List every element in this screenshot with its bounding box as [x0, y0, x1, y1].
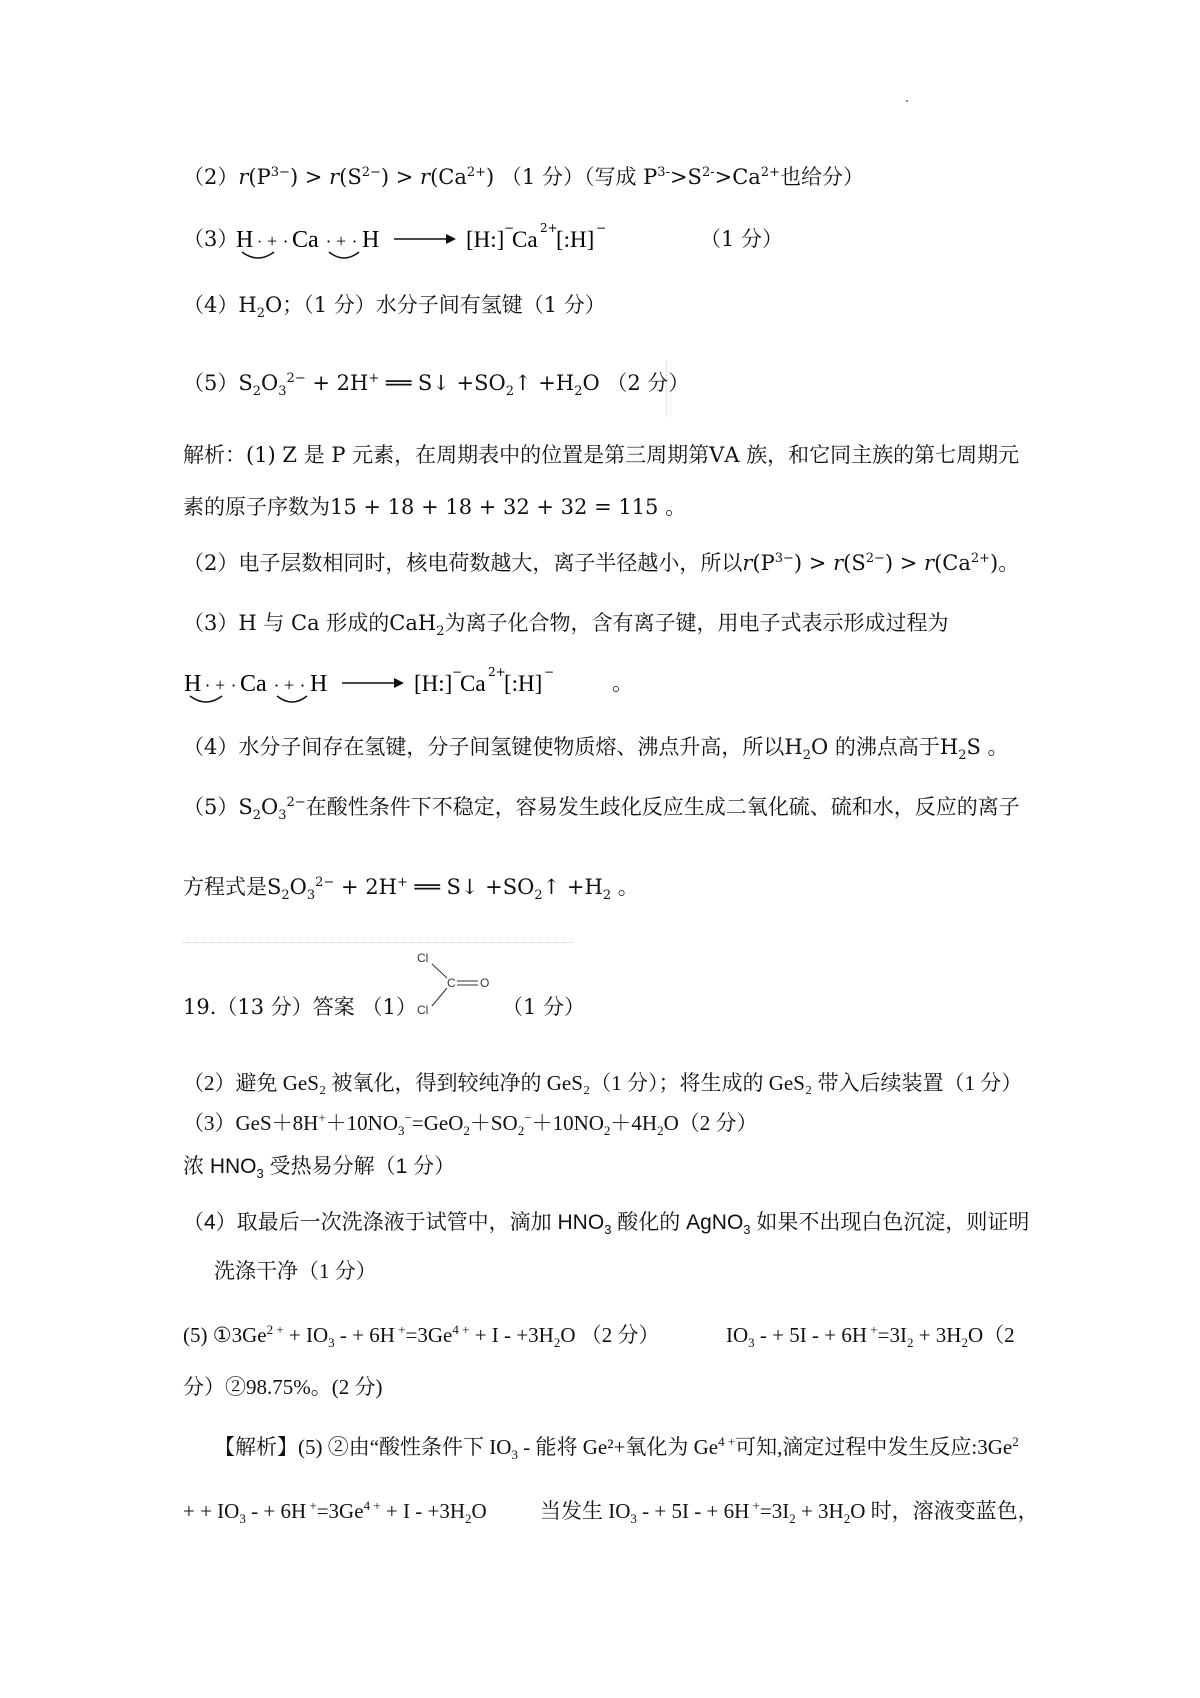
subscript: 3 — [239, 1511, 246, 1527]
formula: O （2 分） — [582, 371, 690, 395]
subscript: 3 — [398, 1123, 405, 1139]
cocl2-structure — [412, 948, 502, 1022]
charge: 3− — [270, 165, 290, 180]
charge: − — [404, 1110, 412, 1125]
subscript: 3 — [743, 1222, 751, 1238]
subscript: 2 — [802, 748, 811, 764]
label: （5） — [183, 371, 239, 395]
text: 当发生 IO — [540, 1499, 631, 1523]
text: 在酸性条件下不稳定，容易发生歧化反应生成二氧化硫、硫和水，反应的离子 — [305, 795, 1020, 819]
formula: + 2H — [305, 371, 369, 395]
formula: - + 6H — [334, 1323, 395, 1347]
formula: ＋10NO — [531, 1111, 604, 1135]
text: （5） — [183, 795, 239, 819]
formula: H — [784, 735, 803, 759]
formula: =3I — [759, 1499, 790, 1523]
subscript: 3 — [604, 1222, 612, 1238]
charge: 2− — [315, 875, 335, 890]
formula: O — [261, 371, 279, 395]
subscript: 3 — [630, 1511, 637, 1527]
formula: (5) ①3Ge — [183, 1323, 267, 1347]
text: （2）电子层数相同时，核电荷数越大，离子半径越小，所以 — [183, 551, 743, 575]
charge: 2+ — [760, 165, 780, 180]
o-atom: O — [480, 976, 490, 990]
answer-3 — [183, 224, 238, 254]
electron-dot: · — [352, 232, 358, 251]
q19-part-3 — [183, 1108, 758, 1138]
formula: IO — [726, 1323, 749, 1347]
answer-3-score — [700, 224, 783, 254]
formula: + + IO — [183, 1499, 240, 1523]
subscript: 2 — [603, 1123, 611, 1139]
plus: + — [267, 231, 278, 251]
ca-atom: Ca — [240, 671, 267, 697]
charge: 2+ — [540, 221, 558, 235]
ion: S — [347, 165, 362, 189]
formula: + 3H — [795, 1499, 844, 1523]
electron-formula-2 — [182, 664, 622, 714]
charge: − — [596, 221, 607, 235]
formula: =3Ge — [316, 1499, 364, 1523]
text: 为离子化合物，含有离子键，用电子式表示形成过程为 — [444, 611, 949, 635]
subscript: 3 — [256, 1166, 264, 1182]
scan-artifact-line — [666, 360, 667, 418]
text: 。 — [998, 551, 1020, 575]
subscript: 2 — [505, 384, 515, 400]
label: （3） — [183, 227, 239, 251]
formula: + I - +3H — [380, 1499, 465, 1523]
subscript: 2 — [657, 1123, 664, 1139]
formula: O — [289, 875, 307, 899]
formula: + 2H — [334, 875, 397, 899]
formula: =3Ge — [405, 1323, 453, 1347]
product-h: [:H] — [504, 671, 543, 696]
subscript: 3 — [278, 384, 287, 400]
subscript: 3 — [278, 808, 287, 824]
charge: 2 + — [266, 1322, 284, 1337]
q19-analysis-2 — [183, 1496, 487, 1526]
formula: - + 5I - + 6H — [754, 1323, 868, 1347]
electron-dot: · — [257, 234, 263, 251]
formula: O（2 — [967, 1323, 1015, 1347]
curved-arrow-icon — [329, 252, 359, 258]
charge: 2− — [286, 795, 306, 810]
formula: S — [238, 371, 253, 395]
product-h: [H:] — [414, 671, 453, 696]
text: 浓 HNO — [183, 1155, 257, 1178]
q19-part-4-cont: 洗涤干净（1 分） — [214, 1259, 377, 1283]
charge: 2− — [286, 371, 306, 386]
equals: ══ — [379, 371, 418, 395]
charge: 2+ — [488, 665, 506, 679]
formula: ＋4H — [610, 1111, 658, 1135]
charge: 2− — [361, 165, 381, 180]
formula: ↑ +H — [514, 371, 575, 395]
q19-head — [183, 992, 417, 1022]
formula: S↓ +SO — [417, 371, 506, 395]
text: 方程式是 — [183, 875, 267, 899]
subscript: 2 — [256, 306, 265, 322]
note: >S — [669, 165, 702, 189]
q19-score — [502, 992, 585, 1022]
subscript: 2 — [534, 888, 543, 904]
plus: + — [336, 231, 347, 251]
score: （1 分） — [502, 995, 586, 1019]
product-h: [:H] — [556, 227, 595, 252]
arrow-head-icon — [446, 234, 456, 244]
label: （4） — [183, 293, 239, 317]
charge: 4 + — [718, 1434, 736, 1449]
subscript: 2 — [252, 808, 262, 824]
q19-part-3-note — [183, 1152, 455, 1182]
charge: + — [306, 1498, 317, 1513]
charge: 2− — [865, 551, 885, 566]
r-symbol: r — [742, 551, 753, 575]
subscript: 3 — [328, 1335, 335, 1351]
ion: P — [760, 551, 775, 575]
formula: - + 6H — [245, 1499, 307, 1523]
formula: （3）GeS＋8H — [183, 1111, 319, 1135]
ion: Ca — [438, 165, 467, 189]
text: - 能将 Ge²+氧化为 Ge — [517, 1435, 719, 1459]
subscript: 2 — [465, 1511, 472, 1527]
charge: − — [504, 221, 515, 235]
formula: ＋10NO — [325, 1111, 399, 1135]
formula: S — [238, 795, 253, 819]
subscript: 2 — [906, 1335, 914, 1351]
formula: ↑ +H — [542, 875, 603, 899]
r-symbol: r — [924, 551, 935, 575]
cl-atom: Cl — [417, 951, 429, 965]
cl-atom: Cl — [417, 1003, 429, 1017]
subscript: 3 — [511, 1447, 518, 1463]
text: O 的沸点高于 — [810, 735, 940, 759]
analysis-line-3: （2）电子层数相同时，核电荷数越大，离子半径越小，所以$r(P^{3-}) > r(S^{2-}) > r(Ca^{2+})$。 — [183, 551, 1020, 575]
electron-dot: · — [326, 232, 332, 251]
charge: + — [318, 1110, 326, 1125]
plus: + — [215, 675, 226, 695]
plus: + — [284, 675, 295, 695]
charge: 3− — [774, 551, 794, 566]
charge: 4 + — [363, 1498, 381, 1513]
text: O 时，溶液变蓝色， — [850, 1499, 1039, 1523]
r-symbol: r — [238, 165, 249, 189]
r-symbol: r — [329, 165, 340, 189]
formula: H — [939, 735, 959, 759]
text: 19.（13 分）答案 （1） — [183, 995, 417, 1019]
charge: + — [867, 1322, 878, 1337]
q19-part-5-cont: 分）②98.75%。(2 分) — [183, 1375, 383, 1399]
answer-4 — [183, 290, 606, 320]
analysis-line-6 — [183, 732, 1009, 762]
dotted-divider — [183, 942, 573, 943]
h-atom: H — [310, 671, 328, 697]
subscript: 2 — [553, 1335, 561, 1351]
charge: + — [749, 1498, 760, 1513]
formula: + I - +3H — [469, 1323, 554, 1347]
r-symbol: r — [833, 551, 844, 575]
formula: S — [267, 875, 282, 899]
text: O；（1 分）水分子间有氢键（1 分） — [264, 293, 606, 317]
charge: − — [524, 1110, 532, 1125]
scan-dot — [906, 100, 908, 102]
formula: H — [238, 293, 257, 317]
electron-dot: · — [274, 676, 280, 695]
electron-dot: · — [283, 232, 289, 251]
charge: + — [394, 1322, 406, 1337]
subscript: 2 — [789, 1511, 796, 1527]
ion: Ca — [942, 551, 971, 575]
text: 受热易分解（1 分） — [263, 1155, 456, 1178]
r-symbol: r — [420, 165, 431, 189]
charge: 3- — [657, 165, 670, 180]
electron-dot: · — [231, 676, 237, 695]
charge: + — [396, 875, 408, 890]
formula: O — [261, 795, 279, 819]
formula: O — [471, 1499, 487, 1523]
formula: - + 5I - + 6H — [636, 1499, 750, 1523]
formula: CaH — [389, 611, 437, 635]
formula: ＋SO — [469, 1111, 518, 1135]
equals: ══ — [407, 875, 447, 899]
charge: − — [544, 665, 555, 679]
subscript: 2 — [961, 1335, 968, 1351]
score: （1 分） — [500, 165, 584, 189]
subscript: 2 — [958, 748, 967, 764]
q19-part-4 — [183, 1208, 1029, 1238]
answer-5 — [183, 368, 689, 398]
charge: 2+ — [970, 551, 991, 566]
electron-dot: · — [205, 676, 211, 695]
ca-atom: Ca — [292, 227, 319, 253]
q19-part-5 — [183, 1320, 659, 1350]
charge: 2- — [701, 165, 715, 180]
q19-analysis-2b — [540, 1496, 1039, 1526]
subscript: 2 — [252, 384, 262, 400]
text: （4）水分子间存在氢键，分子间氢键使物质熔、沸点升高，所以 — [183, 735, 785, 759]
charge: 2 — [1012, 1434, 1019, 1449]
analysis-line-2: 素的原子序数为15 + 18 + 18 + 32 + 32 = 115 。 — [183, 495, 687, 519]
note: （写成 P — [583, 165, 658, 189]
formula: O （2 分） — [560, 1323, 660, 1347]
h-atom: H — [184, 671, 202, 697]
text: 可知,滴定过程中发生反应:3Ge — [735, 1435, 1013, 1459]
answer-2: $(2)r(P^{3-}) > r(S^{2-}) > r(Ca^{2+})$ （1 分）（写成 $P^{3-}>S^{2-}>Ca^{2+}$也给分） — [183, 165, 864, 189]
charge: 2+ — [466, 165, 487, 180]
score: （1 分） — [700, 227, 784, 251]
analysis-line-7 — [183, 792, 1020, 822]
product-h: [H:] — [466, 227, 505, 252]
formula: O（2 分） — [663, 1111, 758, 1135]
h-atom: H — [362, 227, 380, 253]
text: 酸化的 AgNO — [611, 1211, 744, 1234]
text: 。 — [611, 875, 639, 899]
subscript: 2 — [463, 1123, 470, 1139]
analysis-line-4 — [183, 608, 948, 638]
formula: S↓ +SO — [446, 875, 535, 899]
subscript: 2 — [517, 1123, 525, 1139]
subscript: 2 — [281, 888, 290, 904]
formula: + 3H — [913, 1323, 962, 1347]
curved-arrow-icon — [277, 696, 307, 702]
q19-analysis-1 — [214, 1432, 1019, 1462]
ion: P — [256, 165, 271, 189]
h-atom: H — [236, 227, 254, 253]
electron-dot: · — [300, 676, 306, 695]
arrow-head-icon — [394, 678, 404, 688]
text: 。 — [612, 671, 633, 695]
analysis-line-5 — [612, 668, 633, 698]
subscript: 3 — [306, 888, 316, 904]
text: 如果不出现白色沉淀，则证明 — [750, 1211, 1030, 1234]
charge: − — [452, 665, 463, 679]
product-ca: Ca — [460, 671, 486, 696]
product-ca: Ca — [512, 227, 538, 252]
text: （3）H 与 Ca 形成的 — [183, 611, 390, 635]
note: >Ca — [714, 165, 761, 189]
bond — [432, 988, 447, 1006]
subscript: 2 — [843, 1511, 851, 1527]
bond — [432, 964, 447, 978]
ion: S — [851, 551, 866, 575]
subscript: 3 — [748, 1335, 755, 1351]
subscript: 2 — [436, 624, 445, 640]
note: 也给分） — [779, 165, 864, 189]
q19-part-2: （2）避免 GeS₂ 被氧化，得到较纯净的 GeS₂（1 分）；将生成的 GeS₂ 带入后续装置（1 分） — [183, 1071, 1023, 1095]
subscript: 2 — [574, 384, 583, 400]
text: S 。 — [966, 735, 1009, 759]
label: （2） — [183, 165, 239, 189]
analysis-line-1: 解析：(1) Z 是 P 元素，在周期表中的位置是第三周期第ⅤA 族，和它同主族的第七周期元 — [183, 443, 1020, 467]
electron-formula-1 — [234, 220, 674, 270]
charge: + — [368, 371, 380, 386]
formula: =GeO — [411, 1111, 464, 1135]
analysis-line-8 — [183, 872, 639, 902]
charge: 4 + — [452, 1322, 470, 1337]
q19-part-5-eq2 — [726, 1320, 1015, 1350]
c-atom: C — [447, 976, 456, 990]
formula: =3I — [877, 1323, 907, 1347]
subscript: 2 — [602, 888, 612, 904]
text: （4）取最后一次洗涤液于试管中，滴加 HNO — [183, 1211, 605, 1234]
text: 【解析】(5) ②由“酸性条件下 IO — [214, 1435, 512, 1459]
formula: + IO — [283, 1323, 329, 1347]
